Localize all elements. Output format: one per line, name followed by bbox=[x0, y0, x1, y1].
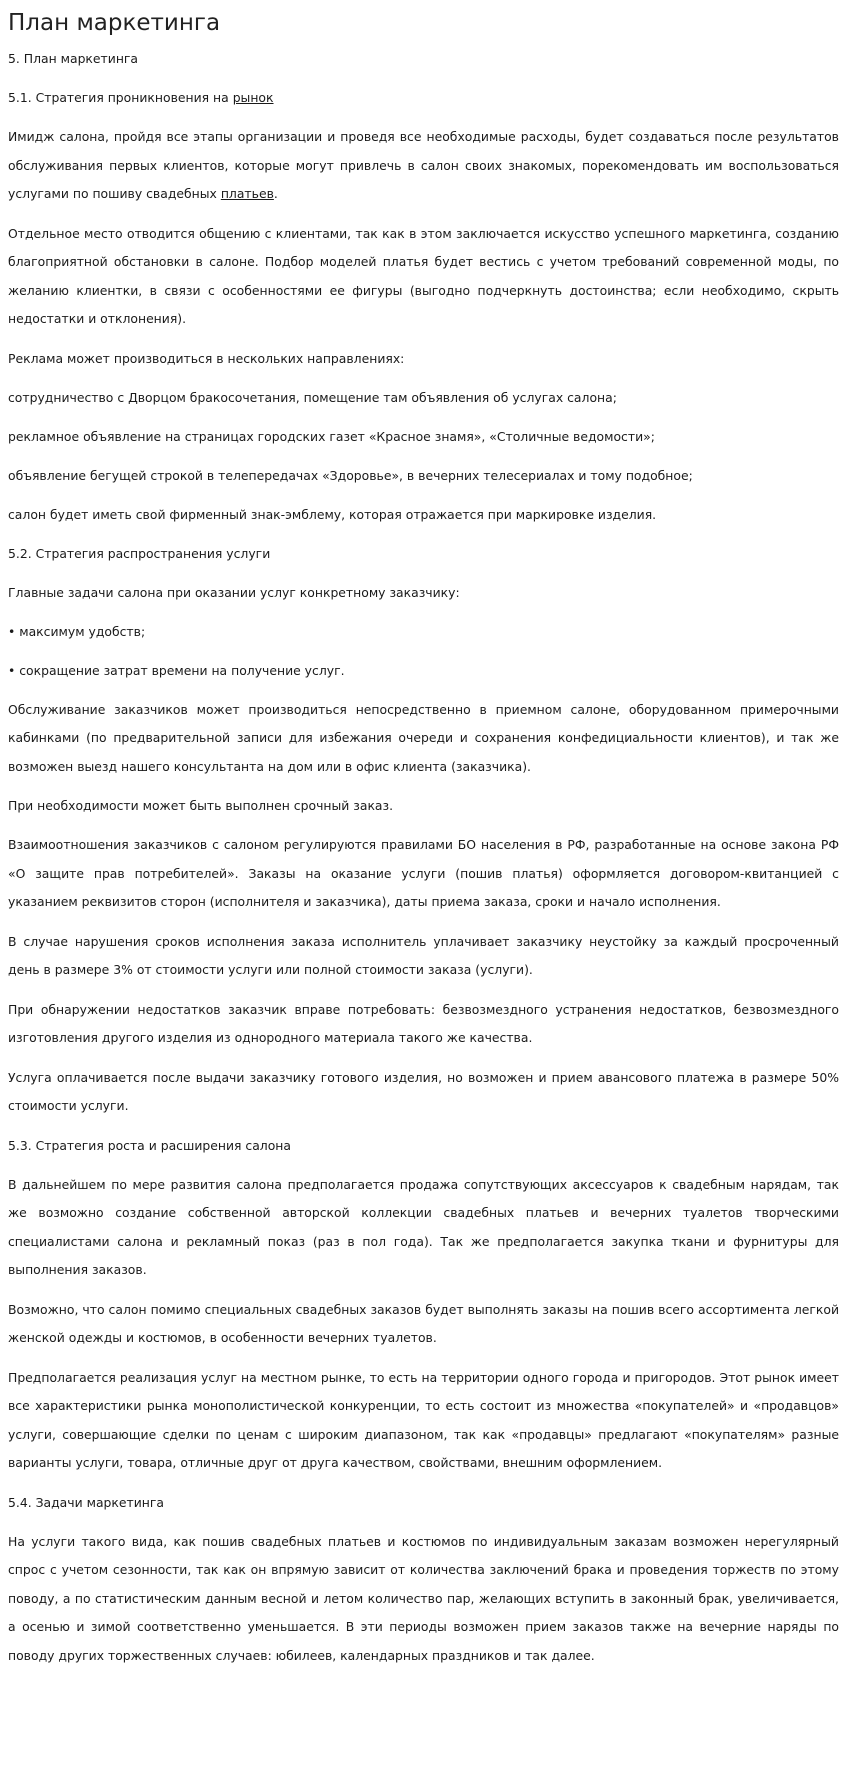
list-item: • максимум удобств; bbox=[8, 623, 146, 639]
paragraph: При необходимости может быть выполнен срочный заказ. bbox=[8, 798, 394, 813]
page-title: План маркетинга bbox=[8, 10, 221, 36]
paragraph: При обнаружении недостатков заказчик вправе потребовать: безвозмездного устранения недостатков, безвозмездного изготовления другого изделия из однородного материала такого же качества. bbox=[8, 1001, 839, 1045]
link-dresses[interactable]: платьев bbox=[220, 186, 274, 201]
list-item: сотрудничество с Дворцом бракосочетания, помещение там объявления об услугах салона; bbox=[8, 389, 617, 405]
list-item: салон будет иметь свой фирменный знак-эмблему, которая отражается при маркировке изделия. bbox=[8, 506, 657, 522]
section-heading: 5. План маркетинга bbox=[8, 51, 139, 66]
paragraph: Имидж салона, пройдя все этапы организации и проведя все необходимые расходы, будет создаваться после результатов обслуживания первых клиентов, которые могут привлечь в салон своих знакомых, порекомендовать им воспользоваться услугами по пошиву свадебных платьев. bbox=[8, 129, 839, 201]
paragraph: Предполагается реализация услуг на местном рынке, то есть на территории одного города и пригородов. Этот рынок имеет все характеристики рынка монополистической конкуренции, то есть состоит из множества «покупателей» и «продавцов» услуги, совершающие сделки по ценам с широким диапазоном, так как «продавцы» предлагают «покупателям» разные варианты услуги, товара, отличные друг от друга качеством, свойствами, внешним оформлением. bbox=[8, 1369, 839, 1470]
list-item: объявление бегущей строкой в телепередачах «Здоровье», в вечерних телесериалах и тому подобное; bbox=[8, 467, 693, 483]
list-item: • сокращение затрат времени на получение услуг. bbox=[8, 662, 345, 678]
paragraph: В случае нарушения сроков исполнения заказа исполнитель уплачивает заказчику неустойку за каждый просроченный день в размере 3% от стоимости услуги или полной стоимости заказа (услуги). bbox=[8, 933, 839, 977]
section-heading: 5.2. Стратегия распространения услуги bbox=[8, 545, 271, 561]
paragraph: Взаимоотношения заказчиков с салоном регулируются правилами БО населения в РФ, разработанные на основе закона РФ «О защите прав потребителей». Заказы на оказание услуги (пошив платья) оформляется договором-квитанцией с указанием реквизитов сторон (исполнителя и заказчика), даты приема заказа, сроки и начало исполнения. bbox=[8, 837, 839, 909]
list-item: рекламное объявление на страницах городских газет «Красное знамя», «Столичные ведомости»; bbox=[8, 428, 655, 444]
paragraph: В дальнейшем по мере развития салона предполагается продажа сопутствующих аксессуаров к свадебным нарядам, так же возможно создание собственной авторской коллекции свадебных платьев и вечерних туалетов творческими специалистами салона и рекламный показ (раз в пол года). Так же предполагается закупка ткани и фурнитуры для выполнения заказов. bbox=[8, 1176, 839, 1277]
paragraph: Услуга оплачивается после выдачи заказчику готового изделия, но возможен и прием авансового платежа в размере 50% стоимости услуги. bbox=[8, 1069, 839, 1113]
section-heading: 5.1. Стратегия проникновения на рынок bbox=[8, 90, 274, 105]
section-heading: 5.3. Стратегия роста и расширения салона bbox=[8, 1137, 292, 1153]
paragraph: Главные задачи салона при оказании услуг конкретному заказчику: bbox=[8, 584, 460, 600]
link-market[interactable]: рынок bbox=[232, 90, 274, 105]
paragraph: Отдельное место отводится общению с клиентами, так как в этом заключается искусство успешного маркетинга, созданию благоприятной обстановки в салоне. Подбор моделей платья будет вестись с учетом требований современной моды, по желанию клиентки, в связи с особенностями ее фигуры (выгодно подчеркнуть достоинства; если необходимо, скрыть недостатки и отклонения). bbox=[8, 225, 839, 326]
section-heading: 5.4. Задачи маркетинга bbox=[8, 1494, 164, 1510]
paragraph: На услуги такого вида, как пошив свадебных платьев и костюмов по индивидуальным заказам возможен нерегулярный спрос с учетом сезонности, так как он впрямую зависит от количества заключений брака и проведения торжеств по этому поводу, а по статистическим данным весной и летом количество пар, желающих вступить в законный брак, увеличивается, а осенью и зимой соответственно уменьшается. В эти периоды возможен прием заказов также на вечерние наряды по поводу других торжественных случаев: юбилеев, календарных праздников и так далее. bbox=[8, 1533, 839, 1663]
paragraph: Реклама может производиться в нескольких направлениях: bbox=[8, 350, 405, 366]
paragraph: Обслуживание заказчиков может производиться непосредственно в приемном салоне, оборудованном примерочными кабинками (по предварительной записи для избежания очереди и сохранения конфедициальности клиентов), и так же возможен выезд нашего консультанта на дом или в офис клиента (заказчика). bbox=[8, 701, 839, 774]
paragraph: Возможно, что салон помимо специальных свадебных заказов будет выполнять заказы на пошив всего ассортимента легкой женской одежды и костюмов, в особенности вечерних туалетов. bbox=[8, 1301, 839, 1345]
